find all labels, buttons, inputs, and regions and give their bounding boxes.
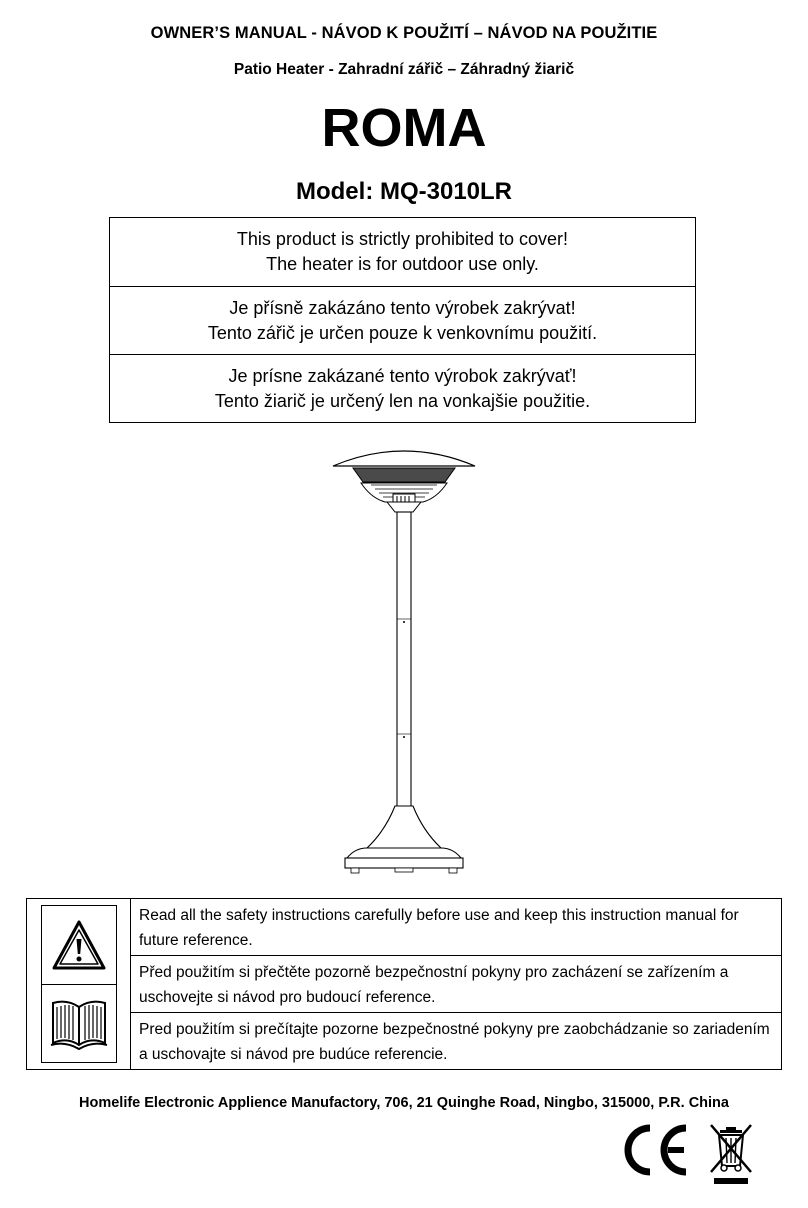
safety-icon-box bbox=[41, 905, 117, 1063]
certification-marks bbox=[620, 1122, 770, 1186]
product-name: ROMA bbox=[321, 98, 487, 158]
warning-line: This product is strictly prohibited to cover! bbox=[236, 229, 569, 249]
model-number: Model: MQ-3010LR bbox=[295, 178, 513, 205]
manufacturer-address: Homelife Electronic Applience Manufactory, 706, 21 Quinghe Road, Ningbo, 315000, P.R. China bbox=[79, 1095, 729, 1111]
warning-row-cz bbox=[110, 286, 695, 354]
warning-line: Tento zářič je určen pouze k venkovnímu použití. bbox=[207, 322, 598, 343]
safety-row-sk: Pred použitím si prečítajte pozorne bezpečnostné pokyny pre zaobchádzanie so zariadením a uschovajte si návod pre budúce referencie. bbox=[131, 1012, 781, 1069]
safety-text-column bbox=[131, 899, 781, 1069]
warning-triangle-icon bbox=[42, 906, 116, 984]
product-type: Patio Heater - Zahradní zářič – Záhradný žiarič bbox=[233, 61, 575, 78]
warning-box bbox=[109, 217, 696, 423]
ce-mark-icon bbox=[620, 1122, 692, 1178]
safety-row-cz: Před použitím si přečtěte pozorně bezpečnostní pokyny pro zacházení se zařízením a uschovejte si návod pro budoucí reference. bbox=[131, 955, 781, 1012]
safety-notice-table bbox=[26, 898, 782, 1070]
warning-line: Je přísně zakázáno tento výrobek zakrývat! bbox=[229, 297, 576, 318]
patio-heater-illustration bbox=[325, 436, 483, 880]
safety-row-en: Read all the safety instructions carefully before use and keep this instruction manual for future reference. bbox=[139, 907, 739, 949]
weee-crossed-bin-icon bbox=[706, 1122, 756, 1186]
open-book-icon bbox=[42, 984, 116, 1063]
warning-line: Tento žiarič je určený len na vonkajšie použitie. bbox=[214, 390, 591, 411]
safety-icon-column bbox=[27, 899, 131, 1069]
manual-title: OWNER’S MANUAL - NÁVOD K POUŽITÍ – NÁVOD NA POUŽITIE bbox=[150, 24, 658, 42]
warning-row-en bbox=[110, 218, 695, 286]
warning-line: The heater is for outdoor use only. bbox=[266, 254, 539, 274]
warning-line: Je prísne zakázané tento výrobok zakrývať! bbox=[228, 365, 577, 386]
warning-row-sk bbox=[110, 354, 695, 422]
